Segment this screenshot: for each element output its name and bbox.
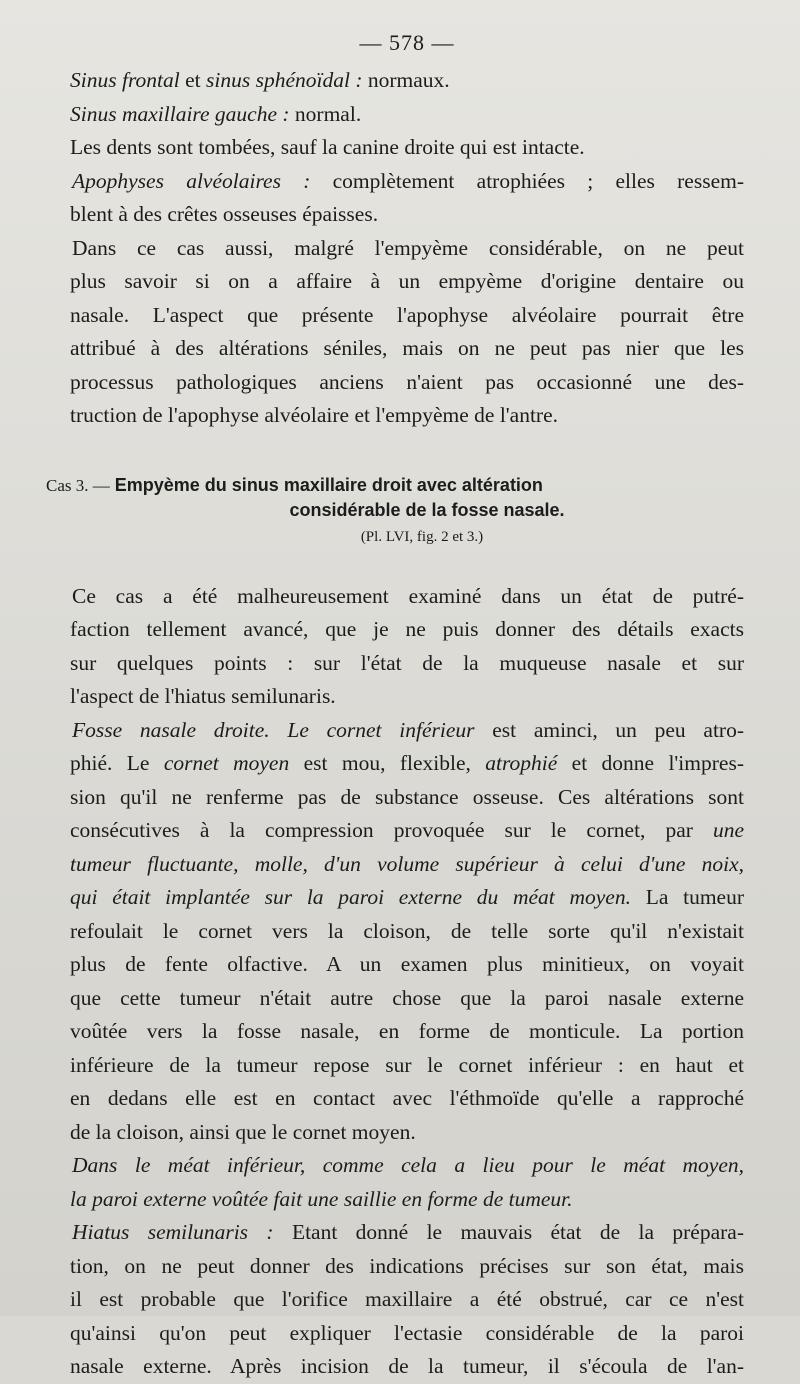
text-line bbox=[70, 1350, 744, 1384]
italic-text: la paroi externe voûtée fait une saillie en forme de tumeur. bbox=[70, 1186, 573, 1211]
text-run: l'aspect de l'hiatus semilunaris. bbox=[70, 684, 336, 708]
text-line bbox=[70, 747, 744, 781]
text-line bbox=[70, 64, 744, 98]
text-run: Les dents sont tombées, sauf la canine droite qui est intacte. bbox=[70, 135, 585, 159]
text-line bbox=[70, 165, 744, 199]
text-line bbox=[70, 1015, 744, 1049]
text-line bbox=[70, 399, 744, 433]
text-line bbox=[70, 948, 744, 982]
case-title-line1: Empyème du sinus maxillaire droit avec altération bbox=[114, 474, 543, 495]
text-run: que cette tumeur n'était autre chose que la paroi nasale externe bbox=[70, 985, 744, 1010]
page-number: — 578 — bbox=[359, 30, 455, 55]
text-line bbox=[70, 714, 744, 748]
text-line bbox=[70, 232, 744, 266]
text-line bbox=[70, 781, 744, 815]
text-line bbox=[70, 613, 744, 647]
text-run: consécutives à la compression provoquée sur le cornet, par bbox=[70, 818, 713, 842]
text-line bbox=[70, 580, 744, 614]
italic-text: Sinus maxillaire gauche : bbox=[70, 101, 290, 126]
text-line bbox=[70, 1317, 744, 1351]
italic-text: Sinus frontal bbox=[70, 68, 180, 92]
text-block-top bbox=[70, 64, 744, 433]
italic-text: sinus sphénoïdal : bbox=[206, 68, 363, 92]
text-line bbox=[70, 198, 744, 232]
text-line bbox=[70, 915, 744, 949]
text-run: plus savoir si on a affaire à un empyème d'origine dentaire ou bbox=[70, 269, 744, 293]
text-run: normaux. bbox=[362, 68, 450, 92]
case-heading bbox=[46, 473, 744, 523]
italic-text: une bbox=[712, 818, 744, 842]
text-run: et bbox=[179, 68, 206, 92]
case-label: Cas 3. — bbox=[46, 475, 110, 495]
text-line bbox=[70, 265, 744, 299]
text-line bbox=[70, 1049, 744, 1083]
text-run: nasale externe. Après incision de la tumeur, il s'écoula de l'an- bbox=[70, 1354, 744, 1378]
text-run: attribué à des altérations séniles, mais on ne peut pas nier que les bbox=[70, 336, 744, 360]
text-run: est aminci, un peu atro- bbox=[474, 717, 744, 742]
text-run: inférieure de la tumeur repose sur le cornet inférieur : en haut et bbox=[70, 1052, 744, 1077]
text-run: processus pathologiques anciens n'aient pas occasionné une des- bbox=[70, 369, 744, 394]
text-line bbox=[70, 982, 744, 1016]
text-run: voûtée vers la fosse nasale, en forme de monticule. La portion bbox=[70, 1019, 744, 1043]
text-line bbox=[70, 299, 744, 333]
text-run: est mou, flexible, bbox=[289, 751, 486, 775]
text-line bbox=[70, 1283, 744, 1317]
italic-text: cornet moyen bbox=[163, 751, 290, 775]
text-run: sur quelques points : sur l'état de la muqueuse nasale et sur bbox=[70, 650, 744, 675]
italic-text: tumeur fluctuante, molle, d'un volume supérieur à celui d'une noix, bbox=[70, 851, 744, 876]
text-run: Dans ce cas aussi, malgré l'empyème considérable, on ne peut bbox=[72, 235, 744, 260]
text-run: normal. bbox=[289, 101, 362, 126]
text-line bbox=[70, 332, 744, 366]
text-run: nasale. L'aspect que présente l'apophyse alvéolaire pourrait être bbox=[70, 302, 744, 327]
text-line bbox=[70, 1082, 744, 1116]
text-run: sion qu'il ne renferme pas de substance osseuse. Ces altérations sont bbox=[70, 784, 744, 809]
text-line bbox=[70, 1250, 744, 1284]
text-line bbox=[70, 1183, 744, 1217]
text-line bbox=[70, 131, 744, 165]
text-line bbox=[70, 366, 744, 400]
text-run: en dedans elle est en contact avec l'éthmoïde qu'elle a rapproché bbox=[70, 1086, 744, 1110]
text-run: il est probable que l'orifice maxillaire a été obstrué, car ce n'est bbox=[70, 1287, 744, 1311]
italic-text: Dans le méat inférieur, comme cela a lieu pour le méat moyen, bbox=[72, 1153, 744, 1177]
text-run: refoulait le cornet vers la cloison, de telle sorte qu'il n'existait bbox=[70, 918, 744, 943]
plate-reference: (Pl. LVI, fig. 2 et 3.) bbox=[360, 528, 484, 545]
text-run: Ce cas a été malheureusement examiné dans un état de putré- bbox=[72, 583, 744, 608]
text-line bbox=[70, 98, 744, 132]
text-run: et donne l'impres- bbox=[557, 751, 744, 775]
text-line bbox=[70, 1149, 744, 1183]
italic-text: Hiatus semilunaris : bbox=[72, 1220, 274, 1244]
text-line bbox=[70, 848, 744, 882]
italic-text: Apophyses alvéolaires : bbox=[72, 168, 311, 193]
case-title-line2: considérable de la fosse nasale. bbox=[289, 499, 565, 520]
text-line bbox=[70, 647, 744, 681]
text-run: blent à des crêtes osseuses épaisses. bbox=[70, 202, 379, 226]
text-line bbox=[70, 881, 744, 915]
text-line bbox=[70, 814, 744, 848]
text-run: qu'ainsi qu'on peut expliquer l'ectasie considérable de la paroi bbox=[70, 1320, 744, 1345]
text-block-bottom bbox=[70, 580, 744, 1384]
text-run: complètement atrophiées ; elles ressem- bbox=[310, 168, 744, 193]
text-run: La tumeur bbox=[630, 885, 744, 909]
text-line bbox=[70, 680, 744, 714]
italic-text: Fosse nasale droite. Le cornet inférieur bbox=[72, 717, 475, 742]
text-line bbox=[70, 1116, 744, 1150]
text-run: plus de fente olfactive. A un examen plus minitieux, on voyait bbox=[70, 952, 744, 976]
text-run: Etant donné le mauvais état de la prépara- bbox=[273, 1220, 745, 1244]
text-run: faction tellement avancé, que je ne puis donner des détails exacts bbox=[70, 617, 744, 641]
italic-text: qui était implantée sur la paroi externe du méat moyen. bbox=[70, 885, 631, 909]
text-line bbox=[70, 1216, 744, 1250]
text-run: tion, on ne peut donner des indications précises sur son état, mais bbox=[70, 1253, 744, 1278]
text-run: truction de l'apophyse alvéolaire et l'empyème de l'antre. bbox=[70, 403, 559, 427]
text-run: de la cloison, ainsi que le cornet moyen. bbox=[70, 1119, 416, 1144]
text-run: phié. Le bbox=[70, 751, 164, 775]
italic-text: atrophié bbox=[485, 751, 558, 775]
